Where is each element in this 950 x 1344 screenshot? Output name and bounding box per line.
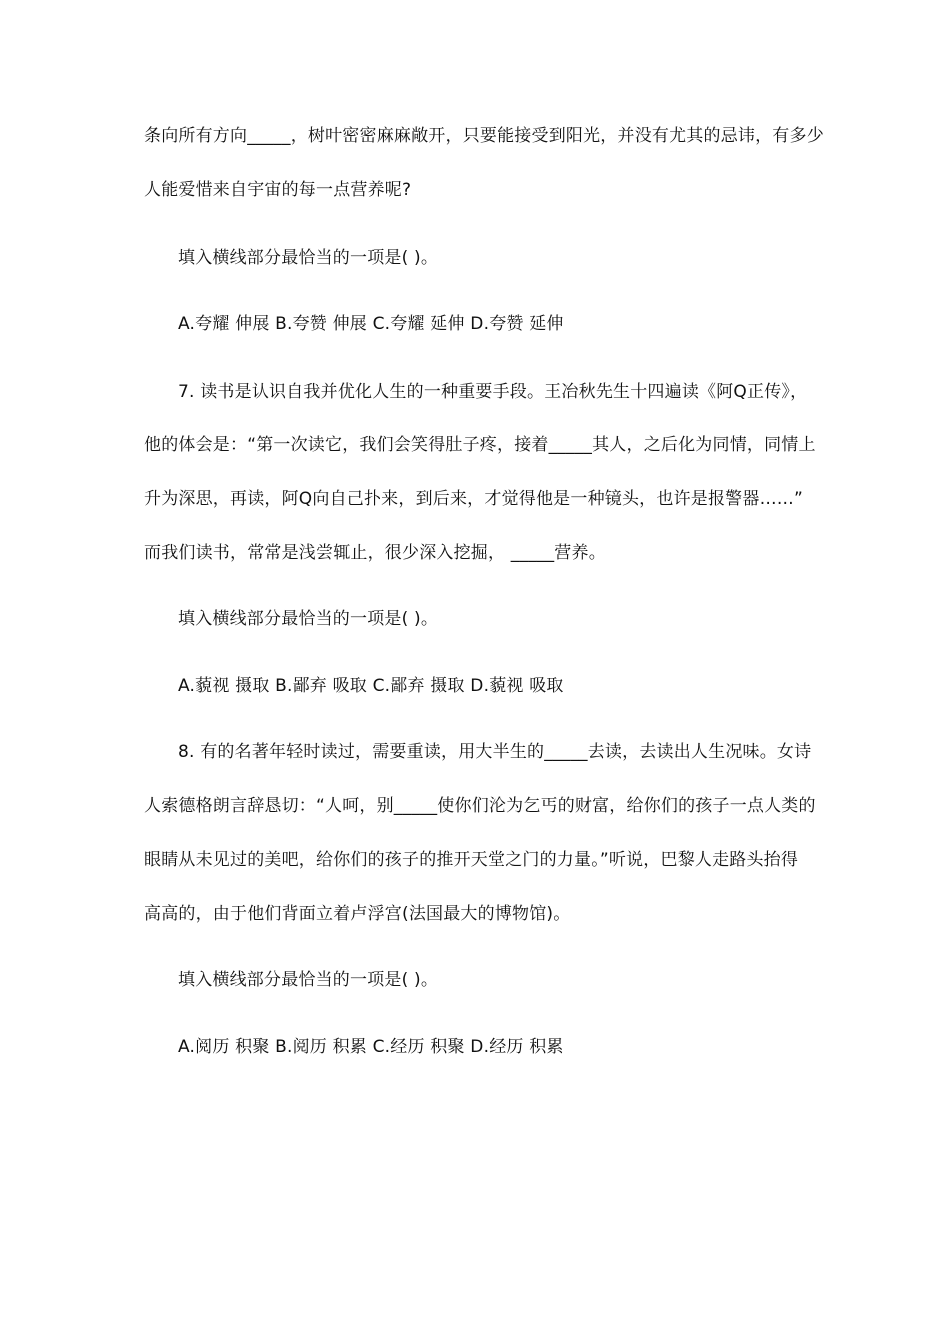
q7-text-line-2: 他的体会是：“第一次读它，我们会笑得肚子疼，接着_____其人，之后化为同情，同情上 — [144, 435, 816, 455]
q8-text-line-3: 眼睛从未见过的美吧，给你们的孩子的推开天堂之门的力量。”听说，巴黎人走路头抬得 — [144, 850, 799, 870]
q8-text-line-1: 8. 有的名著年轻时读过，需要重读，用大半生的_____去读，去读出人生况味。女诗 — [178, 742, 812, 762]
q6-prompt: 填入横线部分最恰当的一项是( )。 — [178, 248, 439, 268]
q6-options: A.夸耀 伸展 B.夸赞 伸展 C.夸耀 延伸 D.夸赞 延伸 — [178, 314, 564, 334]
q7-text-line-1: 7. 读书是认识自我并优化人生的一种重要手段。王冶秋先生十四遍读《阿Q正传》， — [178, 382, 808, 402]
q7-prompt: 填入横线部分最恰当的一项是( )。 — [178, 609, 439, 629]
q7-text-line-3: 升为深思，再读，阿Q向自己扑来，到后来，才觉得他是一种镜头，也许是报警器……” — [144, 489, 803, 509]
q6-text-line-2: 人能爱惜来自宇宙的每一点营养呢? — [144, 180, 412, 200]
q7-text-line-4: 而我们读书，常常是浅尝辄止，很少深入挖掘， _____营养。 — [144, 543, 606, 563]
q7-options: A.藐视 摄取 B.鄙弃 吸取 C.鄙弃 摄取 D.藐视 吸取 — [178, 676, 564, 696]
q6-text-line-1: 条向所有方向_____，树叶密密麻麻敞开，只要能接受到阳光，并没有尤其的忌讳，有多少 — [144, 126, 824, 146]
q8-options: A.阅历 积聚 B.阅历 积累 C.经历 积聚 D.经历 积累 — [178, 1037, 564, 1057]
q8-prompt: 填入横线部分最恰当的一项是( )。 — [178, 970, 439, 990]
q8-text-line-4: 高高的，由于他们背面立着卢浮宫(法国最大的博物馆)。 — [144, 904, 571, 924]
q8-text-line-2: 人索德格朗言辞恳切：“人呵，别_____使你们沦为乞丐的财富，给你们的孩子一点人类的 — [144, 796, 816, 816]
